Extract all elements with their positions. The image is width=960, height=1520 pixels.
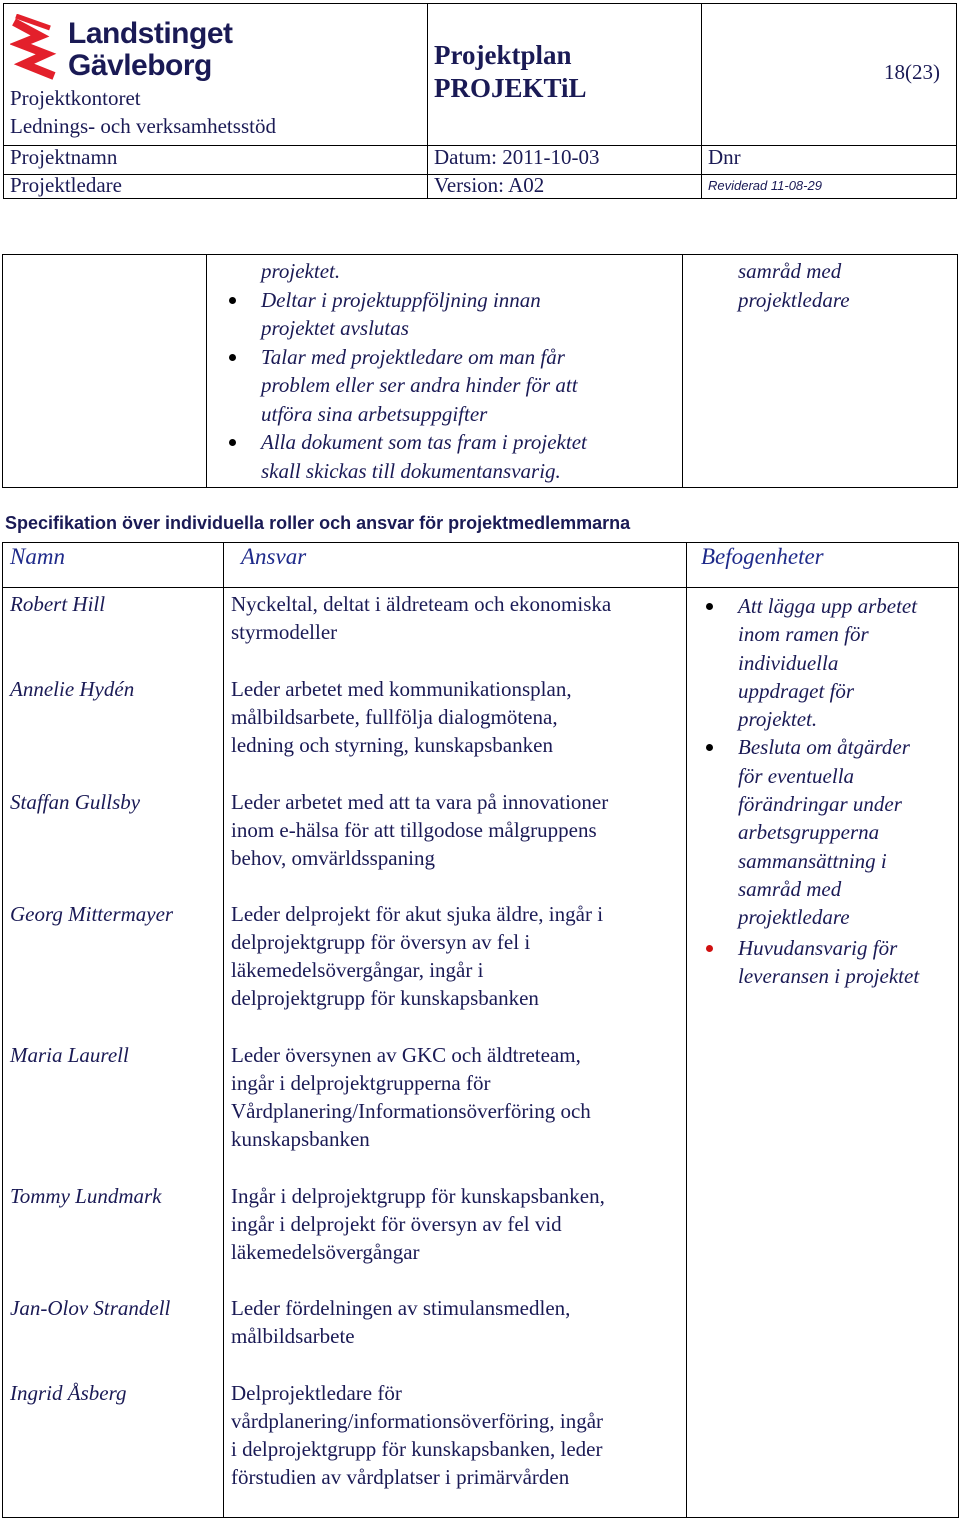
responsibility-line: Nyckeltal, deltat i äldreteam och ekonomiska [231,592,612,616]
authority-line: projektet. [738,707,818,732]
column-divider [206,255,207,487]
project-name: PROJEKTiL [434,73,587,103]
column-divider [682,255,683,487]
date-label: Datum: 2011-10-03 [434,145,600,169]
logo-line1: Landstinget [68,17,233,50]
header-divider [427,4,428,199]
list-item-text: Alla dokument som tas fram i projektet [261,430,587,454]
list-item [706,934,956,991]
list-item [706,733,956,931]
responsibility-line: målbildsarbete [231,1324,355,1348]
department-subname: Lednings- och verksamhetsstöd [10,114,276,138]
responsibility-line: läkemedelsövergångar [231,1240,420,1264]
member-responsibility [231,1379,681,1491]
responsibility-line: kunskapsbanken [231,1127,370,1151]
list-item-text: projektet avslutas [261,316,409,340]
responsibility-line: Vårdplanering/Informationsöverföring och [231,1099,591,1123]
member-responsibility [231,1182,681,1266]
section-heading: Specifikation över individuella roller och ansvar för projektmedlemmarna [5,513,631,533]
column-divider [223,543,224,1517]
member-name: Ingrid Åsberg [10,1381,127,1405]
logo-mark-icon [10,14,66,80]
list-item-text: Deltar i projektuppföljning innan [261,287,541,312]
responsibility-line: i delprojektgrupp för kunskapsbanken, leder [231,1437,603,1461]
authority-line: förändringar under [738,792,902,817]
responsibility-line: läkemedelsövergångar, ingår i [231,958,484,982]
authority-line: uppdraget för [738,678,855,703]
responsibility-line: Delprojektledare för [231,1381,402,1405]
list-item-text: Talar med projektledare om man får [261,344,565,369]
project-name-label: Projektnamn [10,145,118,169]
responsibility-line: ledning och styrning, kunskapsbanken [231,733,553,757]
list-item [229,286,679,343]
responsibility-line: Leder arbetet med kommunikationsplan, [231,677,572,701]
row-divider [3,587,958,588]
list-item [229,428,679,485]
authority-line: Besluta om åtgärder [738,735,910,760]
member-name: Tommy Lundmark [10,1184,162,1208]
continued-task-list [229,257,679,485]
responsibility-line: Leder översynen av GKC och äldtreteam, [231,1043,581,1067]
department-name: Projektkontoret [10,86,141,110]
member-responsibility [231,1294,681,1350]
authority-line: projektledare [738,905,850,930]
responsibility-line: behov, omvärldsspaning [231,846,435,870]
column-header-name: Namn [10,544,65,569]
authority-line: leveransen i projektet [738,963,920,988]
header-divider [701,4,702,199]
member-responsibility [231,788,681,872]
revised-date: Reviderad 11-08-29 [708,178,822,193]
member-responsibility [231,590,681,646]
responsibility-line: målbildsarbete, fullfölja dialogmötena, [231,705,558,729]
logo-line2: Gävleborg [68,49,212,82]
member-responsibility [231,900,681,1012]
list-item-text: skall skickas till dokumentansvarig. [261,458,561,483]
responsibility-line: Leder arbetet med att ta vara på innovationer [231,790,609,814]
member-name: Staffan Gullsby [10,790,141,814]
responsibility-line: styrmodeller [231,620,338,644]
responsibility-line: Leder fördelningen av stimulansmedlen, [231,1296,571,1320]
document-title: Projektplan [434,40,572,70]
continued-line: projektet. [261,259,341,283]
project-leader-label: Projektledare [10,173,122,197]
authority-text: projektledare [738,287,850,312]
member-responsibility [231,675,681,759]
responsibility-line: Leder delprojekt för akut sjuka äldre, ingår i [231,902,604,926]
member-responsibility [231,1041,681,1153]
authority-line: Huvudansvarig för [738,935,898,960]
member-name: Jan-Olov Strandell [10,1296,171,1320]
list-item [229,343,679,429]
column-header-responsibility: Ansvar [241,544,307,569]
authority-list [706,592,956,990]
responsibility-line: delprojektgrupp för kunskapsbanken [231,986,539,1010]
responsibility-line: delprojektgrupp för översyn av fel i [231,930,531,954]
authority-line: sammansättning i [738,848,887,873]
authority-line: individuella [738,650,839,675]
list-item-text: utföra sina arbetsuppgifter [261,401,488,426]
authority-line: inom ramen för [738,622,869,647]
responsibility-line: vårdplanering/informationsöverföring, ingår [231,1409,604,1433]
list-item-text: problem eller ser andra hinder för att [261,373,578,397]
authority-line: för eventuella [738,763,855,788]
column-header-authority: Befogenheter [701,544,824,569]
member-name: Maria Laurell [10,1043,129,1067]
list-item [706,592,956,733]
continued-authority [738,257,850,314]
responsibility-line: inom e-hälsa för att tillgodose målgruppens [231,818,597,842]
column-divider [686,543,687,1517]
version-label: Version: A02 [434,173,545,197]
authority-line: arbetsgrupperna [738,820,880,845]
landstinget-logo [10,14,233,84]
responsibility-line: ingår i delprojekt för översyn av fel vid [231,1212,562,1236]
authority-line: samråd med [738,876,842,901]
authority-text: samråd med [738,259,842,283]
member-name: Robert Hill [10,592,106,616]
page-number: 18(23) [884,60,940,84]
member-name: Annelie Hydén [10,677,135,701]
member-name: Georg Mittermayer [10,902,174,926]
dnr-label: Dnr [708,145,741,169]
responsibility-line: Ingår i delprojektgrupp för kunskapsbanken, [231,1184,605,1208]
authority-line: Att lägga upp arbetet [738,594,918,618]
responsibility-line: ingår i delprojektgrupperna för [231,1071,491,1095]
responsibility-line: förstudien av vårdplatser i primärvården [231,1465,570,1489]
